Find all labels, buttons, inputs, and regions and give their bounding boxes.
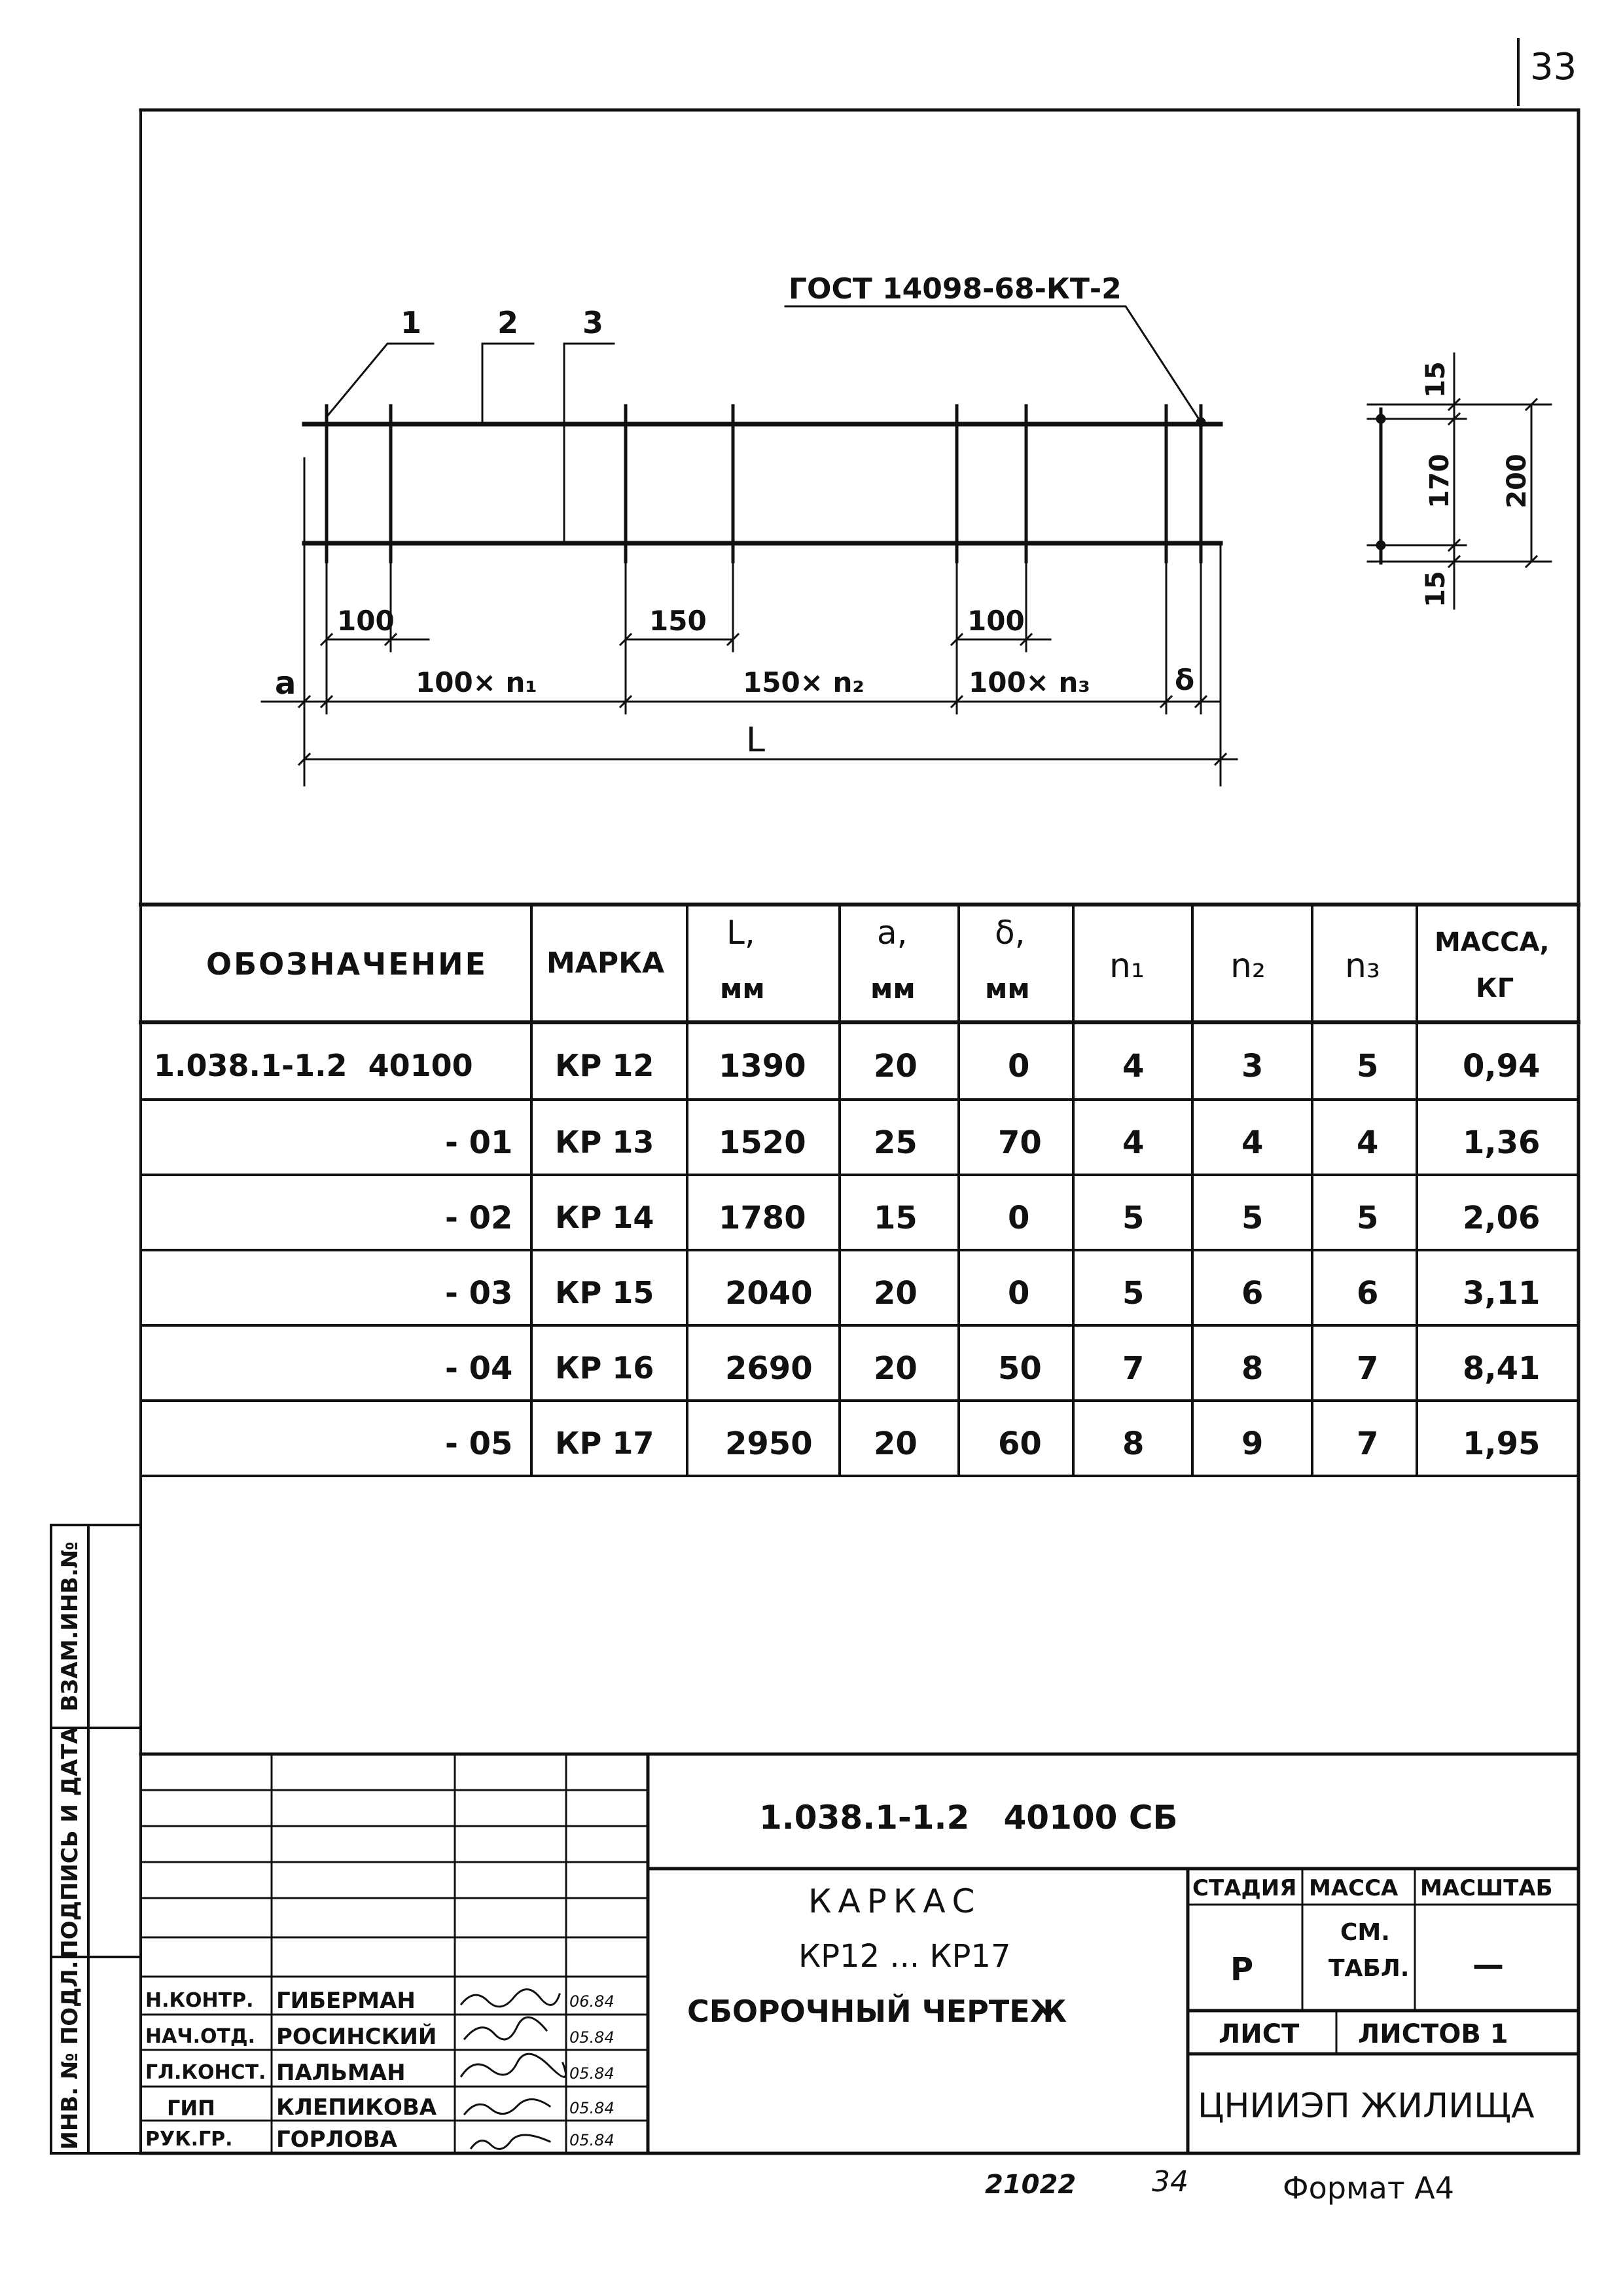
date: 05.84 <box>569 2099 615 2117</box>
header-L-unit: мм <box>720 973 765 1005</box>
row-designation: 1.038.1-1.2 40100 <box>154 1048 473 1083</box>
name: РОСИНСКИЙ <box>276 2024 437 2050</box>
header-n2: n₂ <box>1230 946 1266 986</box>
row-designation: - 05 <box>445 1426 513 1462</box>
dim-delta: δ <box>1175 664 1195 697</box>
row-n2: 8 <box>1241 1350 1264 1387</box>
header-delta: δ, <box>995 914 1026 952</box>
row-n1: 4 <box>1122 1048 1145 1085</box>
row-n1: 5 <box>1122 1200 1145 1236</box>
header-n3: n₃ <box>1345 946 1380 986</box>
row-n2: 6 <box>1241 1275 1264 1312</box>
row-n3: 4 <box>1357 1124 1379 1161</box>
row-a: 20 <box>874 1350 918 1387</box>
dim-a: a <box>275 665 296 702</box>
date: 05.84 <box>569 2028 615 2047</box>
name: ГИБЕРМАН <box>276 1988 416 2014</box>
gost-reference: ГОСТ 14098-68-КТ-2 <box>789 272 1122 306</box>
row-n2: 9 <box>1241 1426 1264 1462</box>
page-number: 33 <box>1530 46 1577 88</box>
sheets-label: ЛИСТОВ 1 <box>1358 2019 1508 2049</box>
row-n2: 4 <box>1241 1124 1264 1161</box>
header-a: a, <box>877 914 908 952</box>
row-n2: 5 <box>1241 1200 1264 1236</box>
row-L: 2040 <box>725 1275 813 1312</box>
callout-3: 3 <box>582 305 604 340</box>
section-dim-total: 200 <box>1501 454 1532 509</box>
row-mass: 8,41 <box>1463 1350 1541 1387</box>
dim-length-L: L <box>746 721 765 760</box>
row-n2: 3 <box>1241 1048 1264 1085</box>
row-mark: КР 13 <box>555 1124 654 1160</box>
row-delta: 0 <box>1008 1048 1030 1085</box>
title-line-2: КР12 ... КР17 <box>798 1938 1011 1975</box>
role: НАЧ.ОТД. <box>145 2025 256 2048</box>
row-designation: - 03 <box>445 1275 513 1312</box>
row-designation: - 01 <box>445 1124 513 1161</box>
stage-value: Р <box>1230 1951 1254 1988</box>
header-mass: МАССА, <box>1435 927 1550 958</box>
date: 05.84 <box>569 2131 615 2149</box>
dim-segment-2: 150× n₂ <box>743 666 865 698</box>
row-a: 20 <box>874 1426 918 1462</box>
section-dim-top: 15 <box>1420 361 1451 398</box>
row-n3: 5 <box>1357 1048 1379 1085</box>
row-L: 1780 <box>719 1200 806 1236</box>
header-mass-unit: КГ <box>1476 973 1514 1003</box>
row-n1: 8 <box>1122 1426 1145 1462</box>
row-n3: 6 <box>1357 1275 1379 1312</box>
name: ГОРЛОВА <box>276 2126 397 2153</box>
section-dim-mid: 170 <box>1424 454 1455 509</box>
section-dim-bottom: 15 <box>1420 571 1451 607</box>
callout-1: 1 <box>401 305 422 340</box>
row-delta: 0 <box>1008 1275 1030 1312</box>
row-delta: 0 <box>1008 1200 1030 1236</box>
scale-value: — <box>1472 1946 1504 1983</box>
archive-number: 21022 <box>985 2170 1077 2200</box>
role: РУК.ГР. <box>145 2128 233 2151</box>
row-mass: 1,95 <box>1463 1426 1541 1462</box>
row-mark: КР 14 <box>555 1200 654 1235</box>
dim-spacing-150: 150 <box>649 605 707 637</box>
dim-segment-3: 100× n₃ <box>969 666 1090 698</box>
row-n3: 5 <box>1357 1200 1379 1236</box>
row-n1: 5 <box>1122 1275 1145 1312</box>
row-L: 1390 <box>719 1048 806 1085</box>
title-line-1: КАРКАС <box>808 1882 982 1920</box>
row-L: 2690 <box>725 1350 813 1387</box>
date: 06.84 <box>569 1992 615 2011</box>
scale-header: МАСШТАБ <box>1420 1875 1553 1901</box>
format-label: Формат А4 <box>1283 2170 1454 2206</box>
header-mark: МАРКА <box>546 946 665 980</box>
row-mark: КР 16 <box>555 1350 654 1386</box>
row-delta: 60 <box>998 1426 1042 1462</box>
row-mark: КР 17 <box>555 1426 654 1461</box>
header-a-unit: мм <box>870 973 916 1005</box>
row-L: 2950 <box>725 1426 813 1462</box>
mass-value-2: ТАБЛ. <box>1329 1955 1410 1982</box>
row-mass: 2,06 <box>1463 1200 1541 1236</box>
row-mass: 1,36 <box>1463 1124 1541 1161</box>
callout-2: 2 <box>497 305 519 340</box>
header-n1: n₁ <box>1109 946 1145 986</box>
row-mark: КР 12 <box>555 1048 654 1083</box>
dim-segment-1: 100× n₁ <box>416 666 537 698</box>
dim-spacing-100: 100 <box>337 605 395 637</box>
date: 05.84 <box>569 2064 615 2083</box>
stage-header: СТАДИЯ <box>1192 1875 1297 1901</box>
row-designation: - 04 <box>445 1350 513 1387</box>
organization-name: ЦНИИЭП ЖИЛИЩА <box>1198 2087 1535 2126</box>
row-L: 1520 <box>719 1124 806 1161</box>
dim-spacing-100b: 100 <box>967 605 1025 637</box>
row-designation: - 02 <box>445 1200 513 1236</box>
title-line-3: СБОРОЧНЫЙ ЧЕРТЕЖ <box>687 1994 1067 2029</box>
role: ГЛ.КОНСТ. <box>145 2061 266 2084</box>
role: ГИП <box>167 2096 215 2121</box>
sheet-number: 34 <box>1152 2165 1188 2198</box>
header-L: L, <box>726 914 755 952</box>
mass-value: СМ. <box>1340 1919 1390 1946</box>
document-code: 1.038.1-1.2 40100 СБ <box>759 1799 1178 1837</box>
sheet-label: ЛИСТ <box>1219 2019 1300 2049</box>
header-designation: ОБОЗНАЧЕНИЕ <box>206 946 488 982</box>
row-a: 20 <box>874 1275 918 1312</box>
row-n1: 4 <box>1122 1124 1145 1161</box>
row-n3: 7 <box>1357 1350 1379 1387</box>
mass-header: МАССА <box>1309 1875 1399 1901</box>
row-mass: 3,11 <box>1463 1275 1541 1312</box>
row-mass: 0,94 <box>1463 1048 1541 1085</box>
row-a: 15 <box>874 1200 918 1236</box>
header-delta-unit: мм <box>985 973 1030 1005</box>
name: КЛЕПИКОВА <box>276 2094 437 2121</box>
row-a: 25 <box>874 1124 918 1161</box>
row-delta: 50 <box>998 1350 1042 1387</box>
name: ПАЛЬМАН <box>276 2060 406 2086</box>
row-n1: 7 <box>1122 1350 1145 1387</box>
row-mark: КР 15 <box>555 1275 654 1310</box>
role: Н.КОНТР. <box>145 1989 254 2012</box>
row-a: 20 <box>874 1048 918 1085</box>
row-delta: 70 <box>998 1124 1042 1161</box>
row-n3: 7 <box>1357 1426 1379 1462</box>
